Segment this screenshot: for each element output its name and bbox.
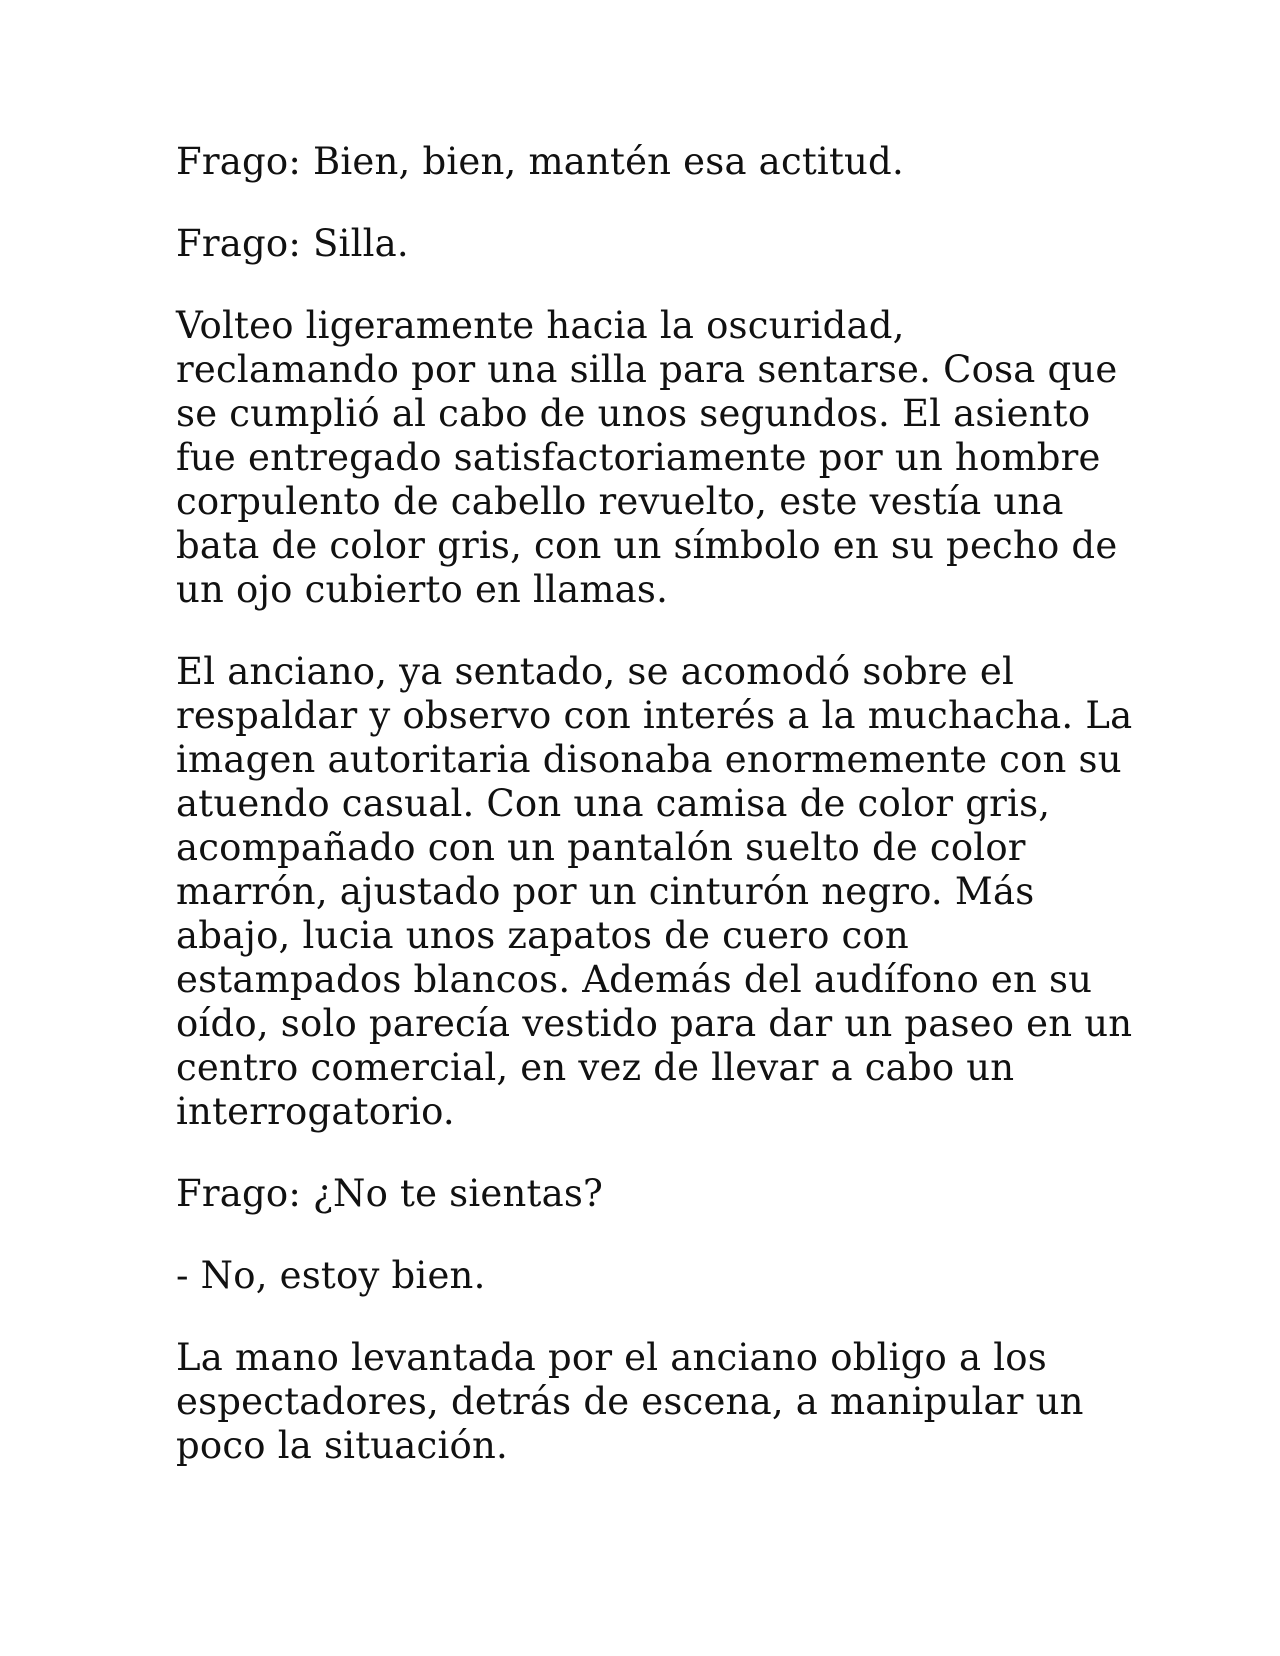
paragraph-narration-1: Volteo ligeramente hacia la oscuridad, reclamando por una silla para sentarse. Cosa que se cumplió al cabo de unos segundos. El asiento fue entregado satisfactoriamente por un hombre corpulento de cabello revuelto, este vestía una bata de color gris, con un símbolo en su pecho de un ojo cubierto en llamas. <box>176 304 1118 611</box>
paragraph-dialogue-1: Frago: Bien, bien, mantén esa actitud. <box>176 140 904 183</box>
text-body <box>176 140 1136 1506</box>
paragraph-narration-2: El anciano, ya sentado, se acomodó sobre el respaldar y observo con interés a la muchacha. La imagen autoritaria disonaba enormemente con su atuendo casual. Con una camisa de color gris, acompañado con un pantalón suelto de color marrón, ajustado por un cinturón negro. Más abajo, lucia unos zapatos de cuero con estampados blancos. Además del audífono en su oído, solo parecía vestido para dar un paseo en un centro comercial, en vez de llevar a cabo un interrogatorio. <box>176 650 1133 1133</box>
paragraph-narration-3: La mano levantada por el anciano obligo a los espectadores, detrás de escena, a manipular un poco la situación. <box>176 1336 1084 1467</box>
paragraph-dialogue-4: - No, estoy bien. <box>176 1254 486 1297</box>
paragraph-dialogue-2: Frago: Silla. <box>176 222 409 265</box>
paragraph-dialogue-3: Frago: ¿No te sientas? <box>176 1172 604 1215</box>
